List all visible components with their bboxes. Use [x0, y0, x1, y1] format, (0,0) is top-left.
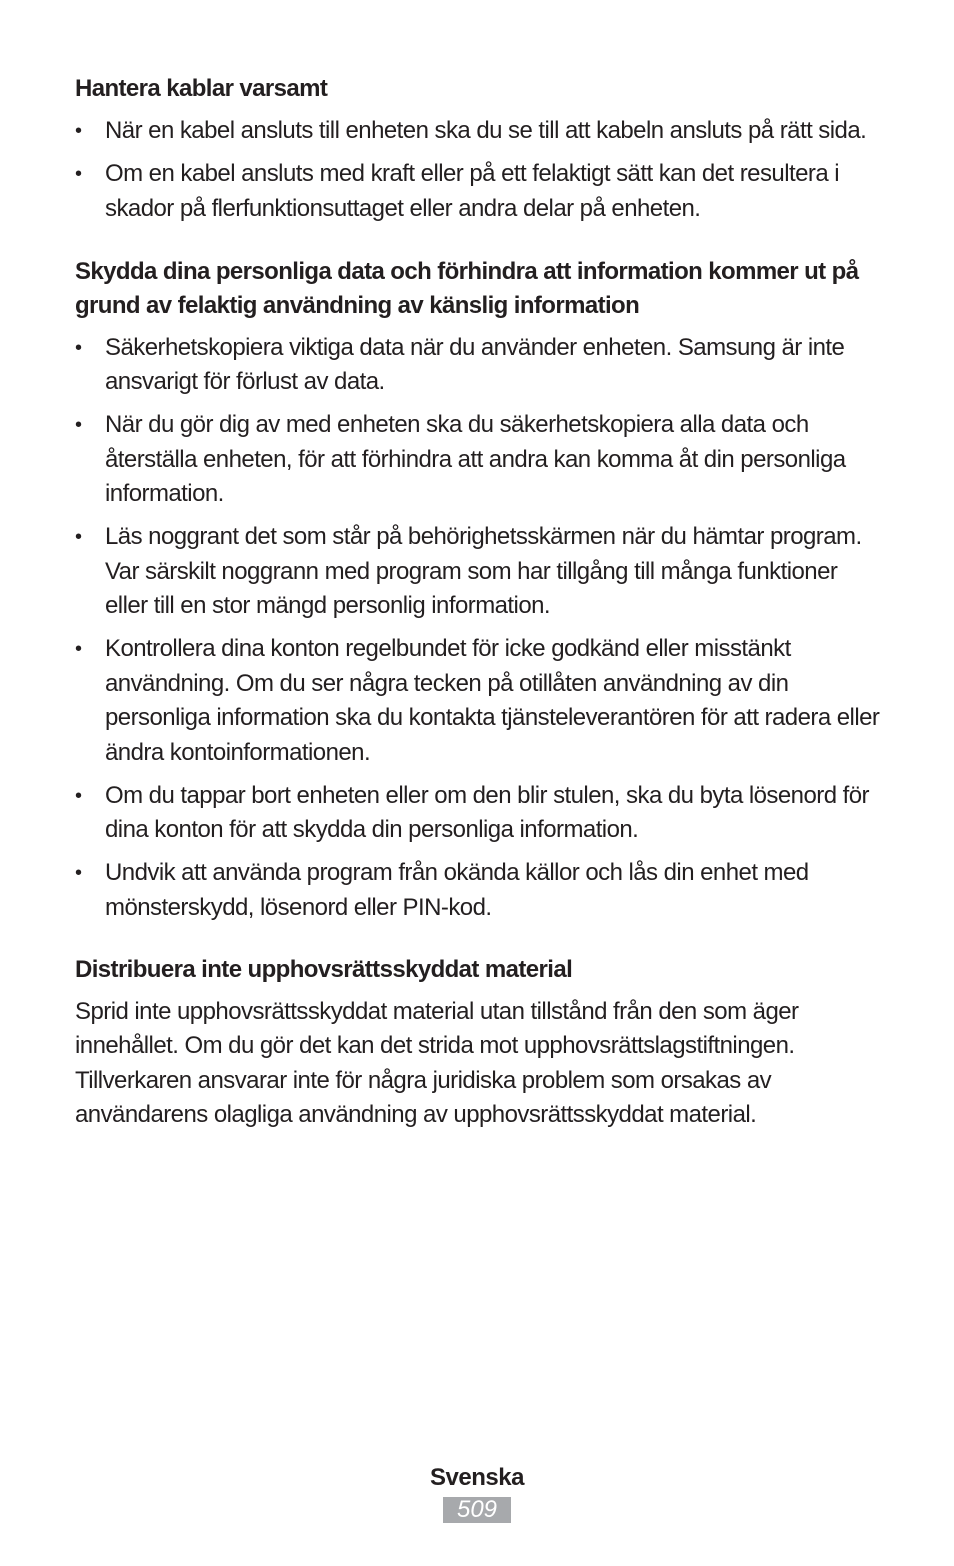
bullet-mark: •	[75, 163, 82, 185]
bullet-list-personal-data	[75, 331, 883, 926]
page-number-badge: 509	[443, 1497, 511, 1523]
bullet-text: Om du tappar bort enheten eller om den blir stulen, ska du byta lösenord för dina konton för att skydda din personliga information.	[105, 781, 869, 843]
page-footer	[0, 1462, 954, 1523]
section-spacer	[75, 235, 883, 255]
section-heading-copyright: Distribuera inte upphovsrättsskyddat material	[75, 955, 573, 983]
section-spacer	[75, 934, 883, 953]
bullet-mark: •	[75, 784, 82, 807]
bullet-text: Undvik att använda program från okända källor och lås din enhet med mönsterskydd, lösenord eller PIN-kod.	[105, 859, 809, 921]
bullet-mark: •	[75, 120, 82, 142]
list-item	[75, 520, 883, 624]
bullet-text: När du gör dig av med enheten ska du säkerhetskopiera alla data och återställa enheten, för att förhindra att andra kan komma åt din personliga information.	[105, 411, 846, 507]
list-item	[75, 856, 883, 925]
bullet-text: Om en kabel ansluts med kraft eller på ett felaktigt sätt kan det resultera i skador på flerfunktionsuttaget eller andra delar på enheten.	[105, 160, 840, 222]
section-heading-cables: Hantera kablar varsamt	[75, 75, 328, 102]
list-item	[75, 114, 883, 149]
bullet-text: När en kabel ansluts till enheten ska du se till att kabeln ansluts på rätt sida.	[105, 117, 867, 144]
bullet-text: Säkerhetskopiera viktiga data när du använder enheten. Samsung är inte ansvarigt för förlust av data.	[105, 333, 845, 395]
copyright-paragraph: Sprid inte upphovsrättsskyddat material utan tillstånd från den som äger innehållet. Om du gör det kan det strida mot upphovsrättslagstiftningen. Tillverkaren ansvarar inte för några juridiska problem som orsakas av användarens olagliga användning av upphovsrättsskyddat material.	[75, 997, 799, 1128]
list-item	[75, 331, 883, 400]
bullet-mark: •	[75, 336, 82, 359]
bullet-mark: •	[75, 862, 82, 884]
list-item	[75, 779, 883, 848]
list-item	[75, 157, 883, 226]
bullet-mark: •	[75, 526, 82, 548]
list-item	[75, 632, 883, 770]
list-item	[75, 408, 883, 512]
bullet-text: Läs noggrant det som står på behörighetsskärmen när du hämtar program. Var särskilt noggrann med program som har tillgång till många funktioner eller till en stor mängd personlig information.	[105, 523, 862, 619]
footer-language-label: Svenska	[430, 1464, 524, 1491]
section-heading-personal-data: Skydda dina personliga data och förhindra att information kommer ut på grund av felaktig användning av känslig information	[75, 257, 859, 319]
bullet-text: Kontrollera dina konton regelbundet för icke godkänd eller misstänkt användning. Om du ser några tecken på otillåten användning av din personliga information ska du kontakta tjänsteleverantören för att radera eller ändra kontoinformationen.	[105, 635, 880, 766]
bullet-mark: •	[75, 414, 82, 436]
document-body	[75, 72, 883, 1133]
bullet-list-cables	[75, 114, 883, 226]
bullet-mark: •	[75, 638, 82, 660]
